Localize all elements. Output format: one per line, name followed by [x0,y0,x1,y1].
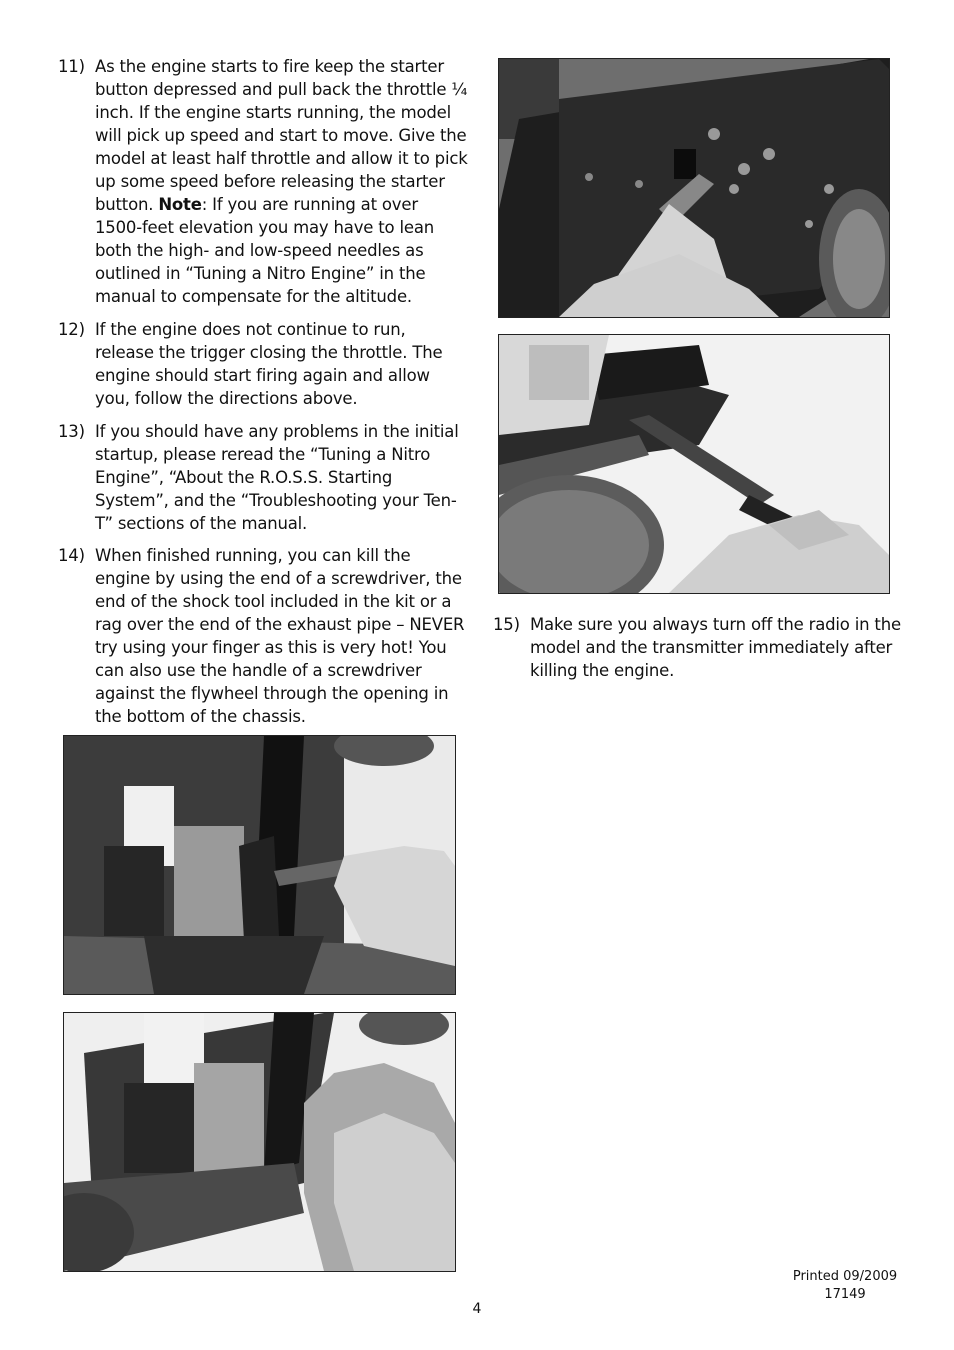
printed-date: Printed 09/2009 [792,1269,898,1284]
photo-shock-tool-exhaust [498,334,890,594]
step-text: When finished running, you can kill the engine by using the end of a screwdriver, the end of the shock tool included in the kit or a rag over the end of the exhaust pipe – NEVER try using your finger as this is very hot! You can also use the handle of a screwdriver against the flywheel through the opening in the bottom of the chassis. [95,546,465,726]
note-label: Note [158,195,202,214]
step-text [95,55,468,308]
step-number: 14) [58,546,85,565]
photo-rag-exhaust [63,1012,456,1272]
page-number: 4 [472,1301,482,1317]
step-number: 13) [58,422,85,441]
step-text-part: : If you are running at over 1500-feet elevation you may have to lean both the high- and low-speed needles as outlined in “Tuning a Nitro Engine” in the manual to compensate for the altitude. [95,195,434,306]
photo-screwdriver-exhaust [63,735,456,995]
step-text-part: As the engine starts to fire keep the starter button depressed and pull back the throttle ¼ inch. If the engine starts running, the model will pick up speed and start to move. Give the model at least half throttle and allow it to pick up some speed before releasing the starter button. [95,57,468,214]
photo-chassis-underside-screwdriver [498,58,890,318]
print-info [783,1268,907,1304]
step-number: 15) [493,615,520,634]
step-text: Make sure you always turn off the radio in the model and the transmitter immediately after killing the engine. [530,615,901,680]
step-text: If you should have any problems in the initial startup, please reread the “Tuning a Nitro Engine”, “About the R.O.S.S. Starting System”, and the “Troubleshooting your Ten-T” sections of the manual. [95,422,459,533]
part-number: 17149 [824,1287,866,1302]
step-number: 11) [58,57,85,76]
step-number: 12) [58,320,85,339]
step-text: If the engine does not continue to run, release the trigger closing the throttle. The engine should start firing again and allow you, follow the directions above. [95,320,443,408]
